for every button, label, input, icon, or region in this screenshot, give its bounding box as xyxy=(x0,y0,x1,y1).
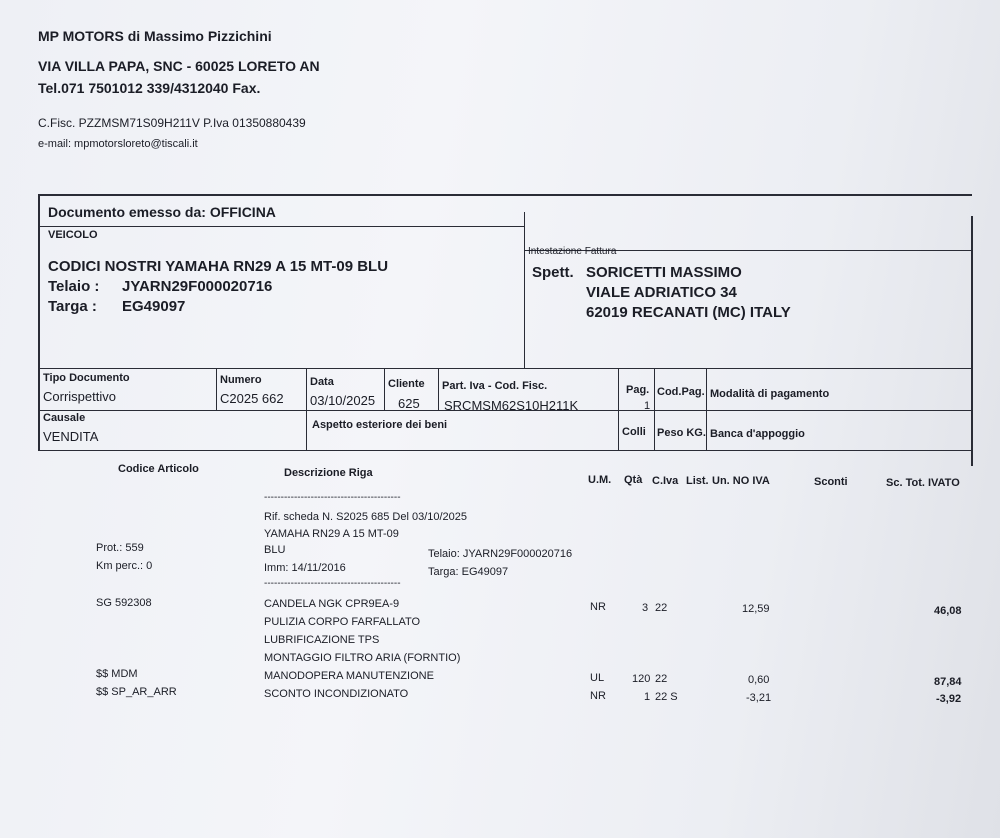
peso-label: Peso KG. xyxy=(657,427,706,439)
ref-km: Km perc.: 0 xyxy=(96,560,153,572)
col-um: U.M. xyxy=(588,474,612,486)
sep-codpag xyxy=(654,368,655,450)
col-civa: C.Iva xyxy=(652,475,679,487)
col-codice-articolo: Codice Articolo xyxy=(118,463,199,475)
data-label: Data xyxy=(310,376,334,388)
item-description: CANDELA NGK CPR9EA-9 xyxy=(264,598,400,610)
pag-label: Pag. xyxy=(626,384,650,396)
banca-label: Banca d'appoggio xyxy=(710,428,805,440)
item-qty: 1 xyxy=(644,691,651,703)
ref-scheda: Rif. scheda N. S2025 685 Del 03/10/2025 xyxy=(264,511,468,523)
targa-value: EG49097 xyxy=(122,298,186,315)
sep-modalita xyxy=(706,368,707,450)
cliente-label: Cliente xyxy=(388,378,425,390)
data-value: 03/10/2025 xyxy=(310,393,376,408)
piva-value: SRCMSM62S10H211K xyxy=(444,398,579,413)
box-left-line xyxy=(38,194,40,450)
sep-data xyxy=(306,368,307,450)
tipo-documento-value: Corrispettivo xyxy=(43,389,116,404)
col-sc-tot-ivato: Sc. Tot. IVATO xyxy=(886,477,960,489)
causale-label: Causale xyxy=(43,412,86,424)
item-qty: 120 xyxy=(632,673,651,685)
item-description: MONTAGGIO FILTRO ARIA (FORNTIO) xyxy=(264,652,461,664)
box-top-line xyxy=(38,194,972,196)
ref-telaio: Telaio: JYARN29F000020716 xyxy=(428,548,573,560)
targa-label: Targa : xyxy=(48,298,97,315)
item-qty: 3 xyxy=(642,602,649,614)
item-description: LUBRIFICAZIONE TPS xyxy=(264,634,380,646)
item-code: $$ MDM xyxy=(96,668,138,680)
meta-top-line xyxy=(38,368,972,369)
intestazione-label: Intestazione Fattura xyxy=(528,246,617,257)
company-email: e-mail: mpmotorsloreto@tiscali.it xyxy=(38,138,198,150)
ref-divider-bottom: ----------------------------------------- xyxy=(264,578,401,589)
sep-piva xyxy=(438,368,439,410)
ref-imm: Imm: 14/11/2016 xyxy=(264,562,346,574)
aspetto-label: Aspetto esteriore dei beni xyxy=(312,419,448,431)
ref-color: BLU xyxy=(264,544,286,556)
col-qta: Qtà xyxy=(624,474,643,486)
col-prezzo: Un. NO IVA xyxy=(712,475,770,487)
item-code: SG 592308 xyxy=(96,597,152,609)
pag-value: 1 xyxy=(644,400,651,412)
item-iva: 22 xyxy=(655,673,668,685)
item-total: 87,84 xyxy=(934,676,962,688)
customer-address-line1: VIALE ADRIATICO 34 xyxy=(586,284,737,301)
sep-cliente xyxy=(384,368,385,410)
company-phone: Tel.071 7501012 339/4312040 Fax. xyxy=(38,80,261,96)
item-um: NR xyxy=(590,690,606,702)
telaio-label: Telaio : xyxy=(48,278,100,295)
veicolo-label: VEICOLO xyxy=(48,229,98,241)
box-right-line xyxy=(971,216,973,466)
modalita-pagamento-label: Modalità di pagamento xyxy=(710,388,830,400)
spett-label: Spett. xyxy=(532,264,574,281)
ref-prot: Prot.: 559 xyxy=(96,542,144,554)
col-sconti: Sconti xyxy=(814,476,848,488)
issued-by: Documento emesso da: OFFICINA xyxy=(48,204,276,220)
issuer-divider xyxy=(38,226,524,227)
col-descrizione: Descrizione Riga xyxy=(284,467,373,479)
customer-name: SORICETTI MASSIMO xyxy=(586,264,742,281)
codpag-label: Cod.Pag. xyxy=(657,386,705,398)
col-list: List. xyxy=(686,475,709,487)
item-um: UL xyxy=(590,672,605,684)
cliente-value: 625 xyxy=(398,396,420,411)
center-divider xyxy=(524,212,525,368)
item-um: NR xyxy=(590,601,606,613)
ref-divider-top: ----------------------------------------- xyxy=(264,492,401,503)
tipo-documento-label: Tipo Documento xyxy=(43,372,130,384)
telaio-value: JYARN29F000020716 xyxy=(122,278,273,295)
meta-bottom-line xyxy=(38,450,972,451)
colli-label: Colli xyxy=(622,426,646,438)
item-description: MANODOPERA MANUTENZIONE xyxy=(264,670,434,682)
causale-value: VENDITA xyxy=(43,429,99,444)
item-total: -3,92 xyxy=(936,693,962,705)
numero-value: C2025 662 xyxy=(220,391,284,406)
ref-targa: Targa: EG49097 xyxy=(428,566,509,578)
item-price: 12,59 xyxy=(742,603,770,615)
company-address: VIA VILLA PAPA, SNC - 60025 LORETO AN xyxy=(38,58,320,74)
item-price: -3,21 xyxy=(746,692,772,704)
item-iva: 22 xyxy=(655,602,668,614)
item-description: SCONTO INCONDIZIONATO xyxy=(264,688,409,700)
veicolo-description: CODICI NOSTRI YAMAHA RN29 A 15 MT-09 BLU xyxy=(48,258,389,275)
company-name: MP MOTORS di Massimo Pizzichini xyxy=(38,28,272,44)
piva-label: Part. Iva - Cod. Fisc. xyxy=(442,380,548,392)
sep-pag xyxy=(618,368,619,450)
item-price: 0,60 xyxy=(748,674,770,686)
ref-model: YAMAHA RN29 A 15 MT-09 xyxy=(264,528,399,540)
sep-numero xyxy=(216,368,217,410)
numero-label: Numero xyxy=(220,374,262,386)
item-code: $$ SP_AR_ARR xyxy=(96,686,177,698)
item-description: PULIZIA CORPO FARFALLATO xyxy=(264,616,421,628)
item-total: 46,08 xyxy=(934,605,962,617)
item-iva: 22 S xyxy=(655,691,678,703)
customer-address-line2: 62019 RECANATI (MC) ITALY xyxy=(586,304,791,321)
company-tax: C.Fisc. PZZMSM71S09H211V P.Iva 01350880439 xyxy=(38,116,306,130)
